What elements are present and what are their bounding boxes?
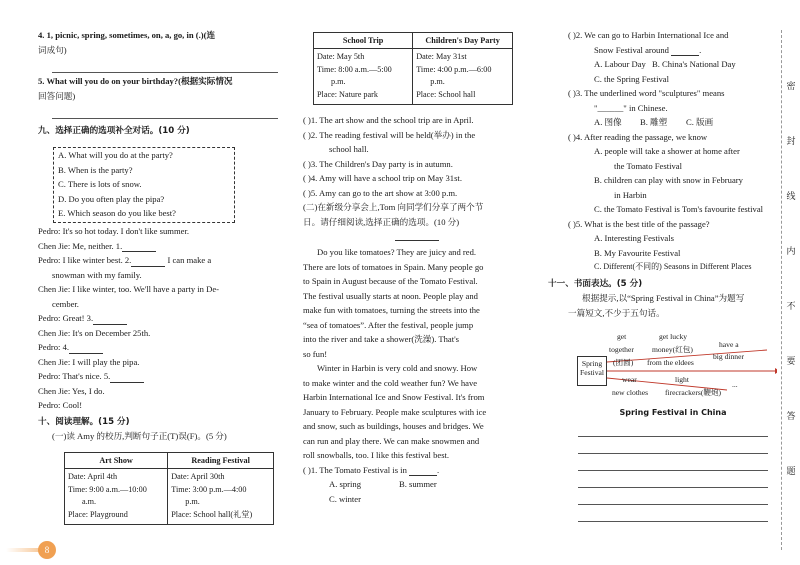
- passage-line: make fun with tomatoes, turning the streets into the: [303, 305, 480, 315]
- dialog-line: Pedro: I like winter best. 2. I can make a: [38, 255, 212, 265]
- dialog-line: Chen Jie: Yes, I do.: [38, 385, 105, 396]
- passage-line: roll snowballs, too. I like this festival best.: [303, 450, 450, 460]
- dialog-line: Chen Jie: It's on December 25th.: [38, 327, 151, 338]
- mc-option-4b-cont: in Harbin: [614, 189, 647, 200]
- answer-line-5[interactable]: [52, 105, 278, 119]
- table-header: Art Show: [65, 453, 168, 469]
- mind-map-label: wear: [622, 375, 637, 384]
- mc-question-2-cont: Snow Festival around .: [594, 44, 702, 55]
- mind-map-label: have a: [719, 340, 739, 349]
- passage-line: and snow, such as buildings, houses and bridges. We: [303, 421, 484, 431]
- mind-map-label: new clothes: [612, 388, 649, 397]
- answer-line-4[interactable]: [52, 59, 278, 73]
- subsection-2-heading-cont: 日。请仔细阅读,选择正确的选项。(10 分): [303, 216, 460, 227]
- dialog-line: Pedro: Cool!: [38, 400, 83, 410]
- mc-options-2: A. Labour Day B. China's National Day: [594, 59, 736, 69]
- option-a: A. What will you do at the party?: [58, 150, 173, 160]
- mc-option-5b: B. My Favourite Festival: [594, 247, 681, 258]
- passage-line: to make winter and the cold weather fun? We have: [303, 377, 478, 388]
- passage-line: “sea of tomatoes”. After the festival, people jump: [303, 319, 474, 330]
- passage-line: so fun!: [303, 348, 328, 359]
- mc-options-1: A. spring B. summer: [329, 479, 437, 489]
- table-header: Children's Day Party: [413, 33, 513, 49]
- mc-question-5: ( )5. What is the best title of the passage?: [568, 218, 710, 229]
- passage-line: into the river and take a shower(洗澡). That's: [303, 334, 460, 344]
- passage-line: Do you like tomatoes? They are juicy and red.: [317, 247, 477, 257]
- mind-map-label: from the eldees: [647, 358, 694, 367]
- blank-4[interactable]: [69, 344, 103, 354]
- subsection-1-heading: (一)读 Amy 的校历,判断句子正(T)误(F)。(5 分): [52, 431, 227, 441]
- mind-map-label: light: [675, 375, 689, 384]
- mc-question-2: ( )2. We can go to Harbin International Ice and: [568, 30, 729, 40]
- tf-question-2-cont: school hall.: [329, 144, 369, 154]
- tf-question-2: ( )2. The reading festival will be held(举办) in the: [303, 129, 476, 140]
- subsection-2-heading: (二)在新级分享会上,Tom 向同学们分享了两个节: [303, 202, 484, 212]
- mind-map-label: firecrackers(鞭炮): [665, 388, 722, 397]
- mind-map: [577, 332, 777, 402]
- mc-option-4c: C. the Tomato Festival is Tom's favourite festival: [594, 204, 764, 214]
- section-10-heading: 十、阅读理解。(15 分): [38, 416, 130, 427]
- essay-lines[interactable]: [578, 420, 768, 522]
- option-c: C. There is lots of snow.: [58, 179, 142, 190]
- mc-option-2c: C. the Spring Festival: [594, 73, 669, 84]
- mind-map-label: (团圆): [613, 358, 634, 367]
- table-header: Reading Festival: [168, 453, 274, 469]
- table-cell: Date: May 5th Time: 8:00 a.m.—5:00 p.m. Place: Nature park: [314, 49, 413, 105]
- blank-2[interactable]: [131, 257, 165, 267]
- dialog-line: snowman with my family.: [52, 269, 142, 280]
- option-e: E. Which season do you like best?: [58, 208, 176, 219]
- binding-char: 答: [786, 411, 796, 421]
- passage-line: January to February. People make sculptures with ice: [303, 406, 487, 417]
- passage-line: can run and play there. We can make snowmen and: [303, 435, 480, 446]
- binding-char: 要: [786, 356, 796, 366]
- mind-map-label: get lucky: [659, 332, 688, 341]
- option-d: D. Do you often play the pipa?: [58, 193, 165, 204]
- dialog-line: Chen Jie: Me, neither. 1.: [38, 241, 278, 256]
- page-number: 8: [38, 541, 56, 559]
- writing-prompt-cont: 一篇短文,不少于五句话。: [568, 307, 665, 318]
- dialog-line: Pedro: 4.: [38, 342, 278, 357]
- tf-question-1: ( )1. The art show and the school trip are in April.: [303, 115, 474, 125]
- binding-char: 内: [786, 246, 796, 256]
- mc-option-4a: A. people will take a shower at home after: [594, 146, 740, 156]
- dialog-line: Chen Jie: I will play the pipa.: [38, 356, 140, 367]
- section-11-heading: 十一、书面表达。(5 分): [548, 278, 643, 289]
- table-cell: Date: May 31st Time: 4:00 p.m.—6:00 p.m. Place: School hall: [413, 49, 513, 105]
- middle-column: [303, 115, 543, 508]
- table-header: School Trip: [314, 33, 413, 49]
- dialog: [38, 226, 278, 446]
- calendar-table-2: [313, 32, 513, 105]
- mc-option-1c: C. winter: [329, 493, 361, 504]
- right-column: [548, 30, 772, 322]
- question-4: 4. 1, picnic, spring, sometimes, on, a, go, in (.)(连: [38, 30, 216, 40]
- binding-char: 题: [786, 466, 796, 476]
- dialog-line: Chen Jie: I like winter, too. We'll have a party in De-: [38, 284, 220, 294]
- mind-map-label: ...: [732, 380, 738, 389]
- center-box: Spring Festival: [577, 356, 607, 386]
- dialog-line: cember.: [52, 298, 79, 309]
- essay-title: Spring Festival in China: [619, 408, 727, 417]
- tf-question-5: ( )5. Amy can go to the art show at 3:00 p.m.: [303, 187, 458, 198]
- mc-options-3: A. 图像 B. 雕塑 C. 版画: [594, 117, 714, 127]
- section-9-heading: 九、选择正确的选项补全对话。(10 分): [38, 126, 190, 136]
- binding-char: 封: [786, 136, 796, 146]
- mc-option-4a-cont: the Tomato Festival: [614, 160, 682, 171]
- tf-question-3: ( )3. The Children's Day party is in autumn.: [303, 158, 453, 169]
- mc-option-4b: B. children can play with snow in February: [594, 175, 743, 185]
- blank-5[interactable]: [110, 373, 144, 383]
- mc-question-3: ( )3. The underlined word "sculptures" means: [568, 88, 725, 98]
- passage-line: There are lots of tomatoes in Spain. Many people go: [303, 261, 484, 272]
- question-5-cont: 回答问题): [38, 90, 76, 101]
- writing-prompt: 根据提示,以“Spring Festival in China”为题写: [582, 293, 745, 303]
- dialog-line: Pedro: Great! 3.: [38, 313, 278, 328]
- mc-question-1: ( )1. The Tomato Festival is in .: [303, 464, 440, 475]
- option-b: B. When is the party?: [58, 164, 133, 175]
- binding-char: 不: [786, 301, 796, 311]
- question-4-cont: 词成句): [38, 44, 67, 55]
- options-box: [53, 147, 235, 223]
- tf-question-4: ( )4. Amy will have a school trip on May 31st.: [303, 173, 462, 183]
- question-5: 5. What will you do on your birthday?(根据实际情况: [38, 76, 233, 86]
- table-cell: Date: April 4th Time: 9:00 a.m.—10:00 a.m. Place: Playground: [65, 469, 168, 525]
- mind-map-label: get: [617, 332, 627, 341]
- mind-map-label: money(红包): [652, 345, 693, 354]
- passage-line: Harbin International Ice and Snow Festival. It's from: [303, 392, 485, 402]
- binding-line: [781, 30, 782, 550]
- table-cell: Date: April 30th Time: 3:00 p.m.—4:00 p.m. Place: School hall(礼堂): [168, 469, 274, 525]
- mc-option-5a: A. Interesting Festivals: [594, 233, 674, 243]
- passage-line: Winter in Harbin is very cold and snowy. How: [317, 363, 478, 373]
- mc-question-3-cont: "______" in Chinese.: [594, 102, 668, 113]
- calendar-table-1: [64, 452, 274, 525]
- mind-map-label: big dinner: [713, 352, 745, 361]
- passage-line: to Spain in August because of the Tomato Festival.: [303, 276, 478, 286]
- blank-1[interactable]: [122, 242, 156, 252]
- title-blank[interactable]: [303, 231, 543, 243]
- passage-line: The festival usually starts at noon. People play and: [303, 290, 478, 301]
- binding-char: 密: [786, 81, 796, 91]
- binding-char: 线: [786, 191, 796, 201]
- dialog-line: Pedro: That's nice. 5.: [38, 371, 278, 386]
- dialog-line: Pedro: It's so hot today. I don't like summer.: [38, 226, 190, 236]
- mc-question-4: ( )4. After reading the passage, we know: [568, 131, 708, 142]
- blank-3[interactable]: [93, 315, 127, 325]
- mind-map-label: together: [609, 345, 634, 354]
- mc-option-5c: C. Different(不同的) Seasons in Different Places: [594, 262, 752, 271]
